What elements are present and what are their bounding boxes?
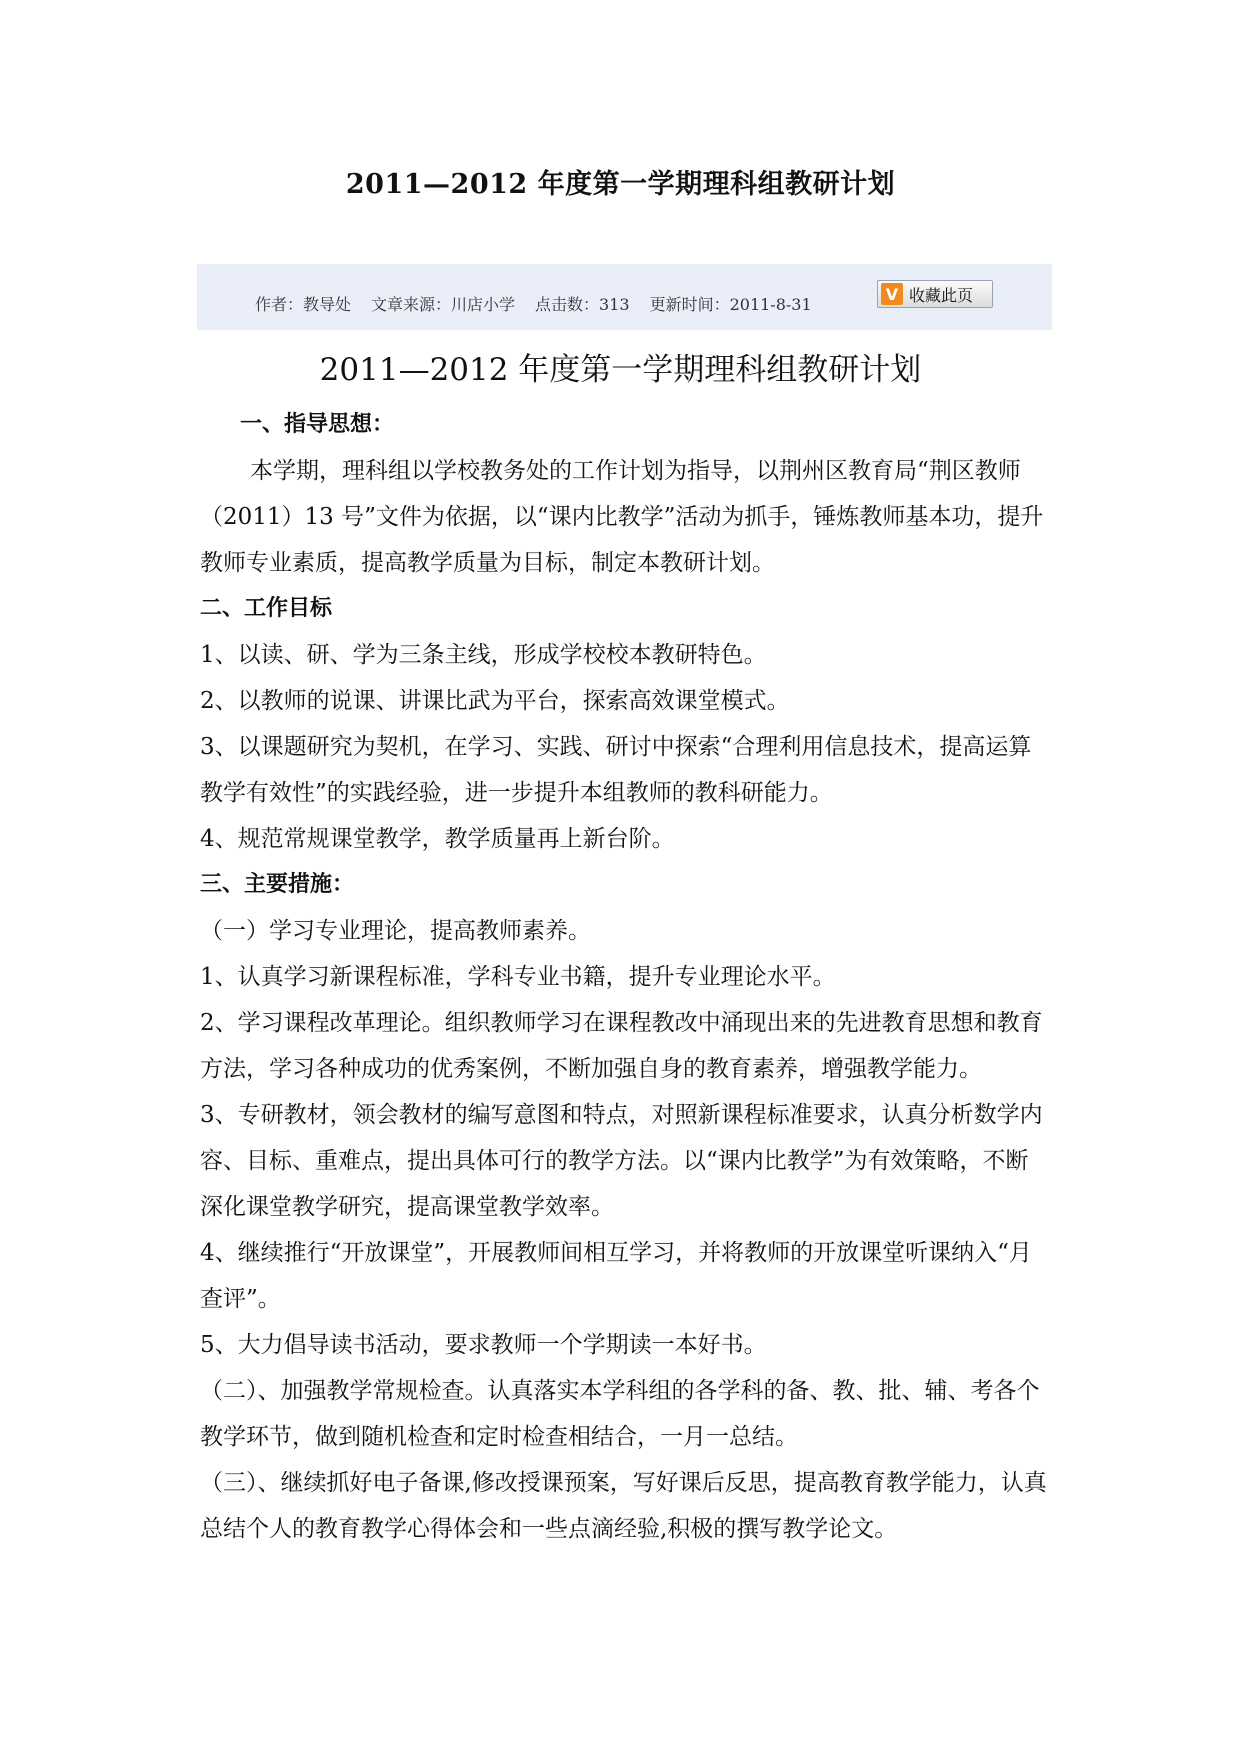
- section-1-heading: 一、指导思想：: [240, 412, 395, 437]
- meta-source: 文章来源：川店小学: [371, 295, 516, 314]
- section-1-paragraph: 本学期，理科组以学校教务处的工作计划为指导，以荆州区教育局“荆区教师（2011）13 号”文件为依据，以“课内比教学”活动为抓手，锤炼教师基本功，提升教师专业素质，提高教学质量为目标，制定本教研计划。: [200, 458, 1044, 576]
- list-item: 5、大力倡导读书活动，要求教师一个学期读一本好书。: [200, 1332, 767, 1358]
- subsection-1: （一）学习专业理论，提高教师素养。: [200, 918, 591, 944]
- favorite-v-icon: V: [881, 283, 903, 305]
- meta-clicks: 点击数：313: [535, 295, 630, 314]
- list-item: 3、专研教材，领会教材的编写意图和特点，对照新课程标准要求，认真分析数学内容、目标、重难点，提出具体可行的教学方法。以“课内比教学”为有效策略，不断深化课堂教学研究，提高课堂教学效率。: [200, 1102, 1043, 1220]
- list-item: 3、以课题研究为契机，在学习、实践、研讨中探索“合理利用信息技术，提高运算教学有效性”的实践经验，进一步提升本组教师的教科研能力。: [200, 734, 1032, 806]
- list-item: 1、认真学习新课程标准，学科专业书籍，提升专业理论水平。: [200, 964, 836, 990]
- section-3-heading: 三、主要措施：: [200, 872, 355, 897]
- favorite-button[interactable]: [877, 280, 993, 308]
- list-item: 4、继续推行“开放课堂”，开展教师间相互学习，并将教师的开放课堂听课纳入“月查评”。: [200, 1240, 1032, 1312]
- list-item: 2、以教师的说课、讲课比武为平台，探索高效课堂模式。: [200, 688, 790, 714]
- document-title: 2011—2012 年度第一学期理科组教研计划: [319, 352, 922, 388]
- document-body: [200, 402, 1050, 1552]
- page-title: 2011—2012 年度第一学期理科组教研计划: [345, 169, 896, 200]
- subsection-3: （三）、继续抓好电子备课,修改授课预案，写好课后反思，提高教育教学能力，认真总结个人的教育教学心得体会和一些点滴经验,积极的撰写教学论文。: [200, 1470, 1047, 1542]
- meta-author: 作者：教导处: [255, 295, 352, 314]
- favorite-button-label: 收藏此页: [909, 285, 974, 305]
- list-item: 1、以读、研、学为三条主线，形成学校校本教研特色。: [200, 642, 767, 668]
- list-item: 2、学习课程改革理论。组织教师学习在课程教改中涌现出来的先进教育思想和教育方法，学习各种成功的优秀案例，不断加强自身的教育素养，增强教学能力。: [200, 1010, 1043, 1082]
- meta-line: [255, 292, 818, 315]
- article-meta-bar: [197, 264, 1052, 330]
- subsection-2: （二）、加强教学常规检查。认真落实本学科组的各学科的备、教、批、辅、考各个教学环节，做到随机检查和定时检查相结合，一月一总结。: [200, 1378, 1040, 1450]
- section-2-heading: 二、工作目标: [200, 596, 333, 621]
- list-item: 4、规范常规课堂教学，教学质量再上新台阶。: [200, 826, 675, 852]
- meta-updated: 更新时间：2011-8-31: [649, 295, 812, 314]
